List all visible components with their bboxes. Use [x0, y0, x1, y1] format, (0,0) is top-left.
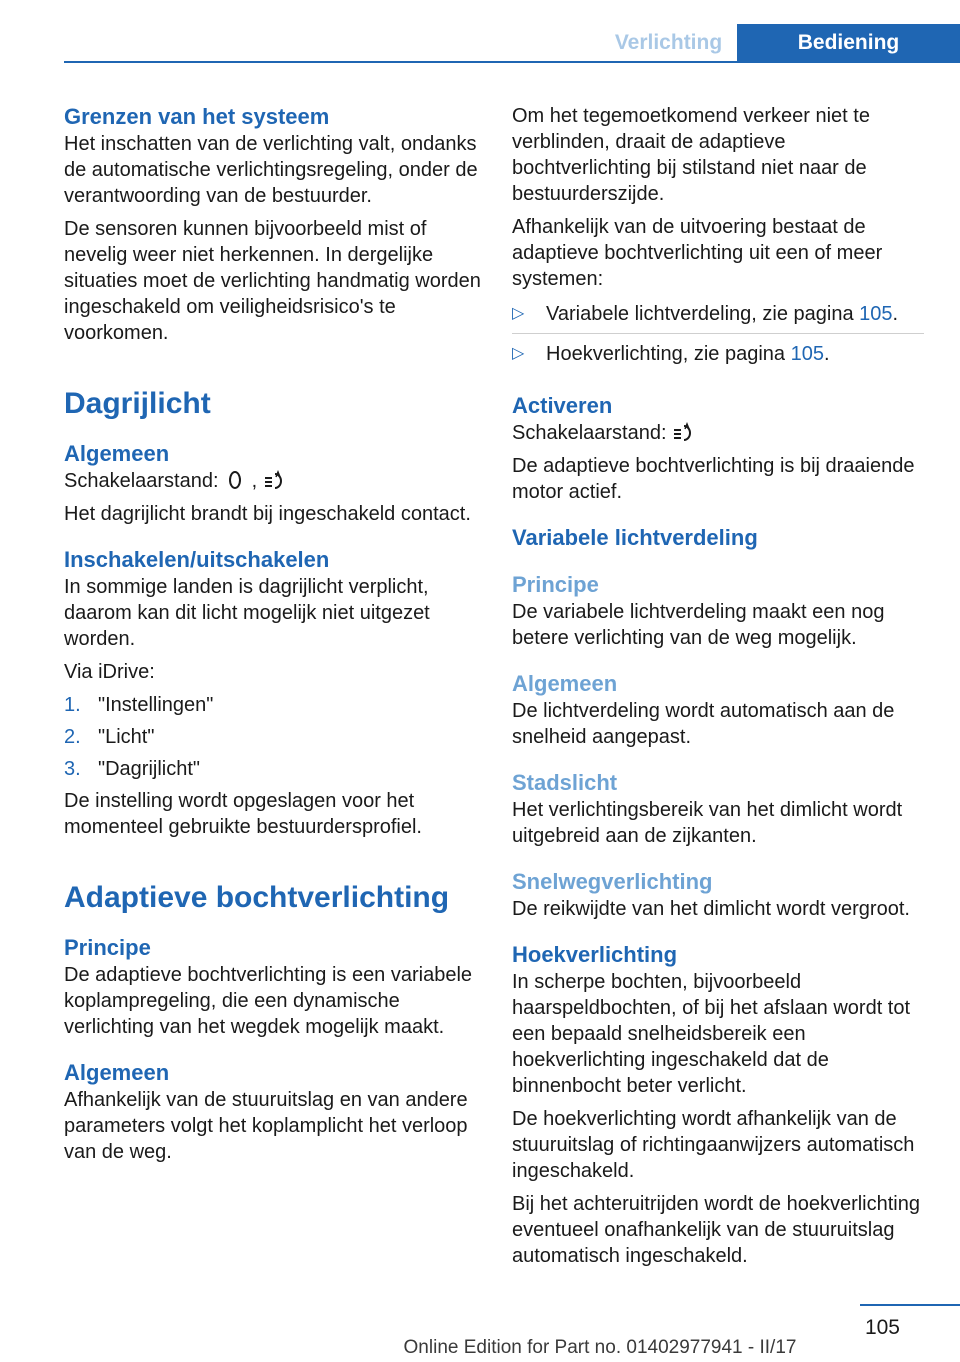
list-item	[64, 756, 482, 782]
idrive-steps	[64, 692, 482, 782]
step-text: "Instellingen"	[98, 694, 214, 716]
paragraph: De variabele lichtverdeling maakt een nog betere verlichting van de weg mogelijk.	[512, 601, 885, 649]
list-item	[64, 692, 482, 718]
paragraph: De sensoren kunnen bijvoorbeeld mist of nevelig weer niet herkennen. In dergelijke situaties moet de verlichting handmatig worden ingeschakeld om veiligheidsrisico's te voorkomen.	[64, 218, 481, 344]
paragraph: De adaptieve bochtverlichting is een variabele koplampregeling, die een dynamische verlichting van het wegdek mogelijk maakt.	[64, 964, 473, 1038]
step-text: "Dagrijlicht"	[98, 758, 201, 780]
footer-divider	[860, 1304, 960, 1306]
paragraph: De adaptieve bochtverlichting is bij draaiende motor actief.	[512, 455, 915, 503]
section-title-algemeen: Algemeen	[64, 441, 170, 466]
step-number: 3.	[64, 758, 81, 780]
list-item	[64, 724, 482, 750]
subsection-title-snelweg: Snelwegverlichting	[512, 869, 713, 894]
left-column	[64, 103, 482, 1172]
system-list	[512, 299, 924, 373]
triangle-bullet-icon: ▷	[512, 345, 525, 362]
switch-label: Schakelaarstand:	[64, 470, 219, 492]
bullet-text: Hoekverlichting, zie pagina 105.	[546, 343, 830, 365]
paragraph: Het dagrijlicht brandt bij ingeschakeld contact.	[64, 503, 471, 525]
step-number: 2.	[64, 726, 81, 748]
paragraph: Het verlichtingsbereik van het dimlicht wordt uitgebreid aan de zijkanten.	[512, 799, 903, 847]
paragraph: Het inschatten van de verlichting valt, ondanks de automatische verlichtingsregeling, onder de verantwoording van de bestuurder.	[64, 133, 478, 207]
section-title-principe: Principe	[64, 935, 151, 960]
switch-position-line	[512, 420, 924, 446]
paragraph: In sommige landen is dagrijlicht verplicht, daarom kan dit licht mogelijk niet uitgezet worden.	[64, 576, 430, 650]
auto-light-icon	[263, 469, 285, 491]
section-title-activeren: Activeren	[512, 393, 613, 418]
header-tab-bediening[interactable]: Bediening	[737, 24, 960, 62]
paragraph: Via iDrive:	[64, 661, 155, 683]
switch-zero-icon	[224, 469, 246, 491]
page-link[interactable]: 105	[790, 343, 824, 365]
paragraph: Bij het achteruitrijden wordt de hoekverlichting eventueel onafhankelijk van de stuuruitslag automatisch ingeschakeld.	[512, 1193, 920, 1267]
switch-position-line	[64, 468, 482, 494]
subsection-title-algemeen: Algemeen	[512, 671, 618, 696]
page-number: 105	[864, 1316, 900, 1339]
step-number: 1.	[64, 694, 81, 716]
auto-light-icon	[672, 421, 694, 443]
section-title-inschakelen: Inschakelen/uitschakelen	[64, 547, 330, 572]
paragraph: Om het tegemoetkomend verkeer niet te verblinden, draait de adaptieve bochtverlichting bij stilstand niet naar de bestuurderszijde.	[512, 105, 870, 205]
header-divider	[64, 61, 960, 63]
paragraph: De hoekverlichting wordt afhankelijk van de stuuruitslag of richtingaanwijzers automatisch ingeschakeld.	[512, 1108, 915, 1182]
chapter-title-adaptieve: Adaptieve bochtverlichting	[64, 881, 450, 914]
footer-edition: Online Edition for Part no. 01402977941 - II/17	[403, 1337, 797, 1358]
section-title-algemeen: Algemeen	[64, 1060, 170, 1085]
paragraph: Afhankelijk van de stuuruitslag en van andere parameters volgt het koplamplicht het verloop van de weg.	[64, 1089, 468, 1163]
header-tab-verlichting[interactable]: Verlichting	[614, 31, 723, 54]
page-link[interactable]: 105	[859, 303, 893, 325]
switch-separator: ,	[251, 470, 258, 492]
subsection-title-stadslicht: Stadslicht	[512, 770, 618, 795]
bullet-text: Variabele lichtverdeling, zie pagina 105.	[546, 303, 899, 325]
paragraph: De instelling wordt opgeslagen voor het momenteel gebruikte bestuurdersprofiel.	[64, 790, 422, 838]
triangle-bullet-icon: ▷	[512, 305, 525, 322]
section-title-hoekverlichting: Hoekverlichting	[512, 942, 678, 967]
list-item	[512, 299, 924, 334]
switch-label: Schakelaarstand:	[512, 422, 667, 444]
paragraph: De lichtverdeling wordt automatisch aan de snelheid aangepast.	[512, 700, 895, 748]
section-title-variabele: Variabele lichtverdeling	[512, 525, 758, 550]
paragraph: Afhankelijk van de uitvoering bestaat de adaptieve bochtverlichting uit een of meer systemen:	[512, 216, 883, 290]
step-text: "Licht"	[98, 726, 155, 748]
paragraph: De reikwijdte van het dimlicht wordt vergroot.	[512, 898, 910, 920]
right-column	[512, 103, 924, 1276]
section-title-grenzen: Grenzen van het systeem	[64, 104, 330, 129]
list-item	[512, 339, 924, 373]
chapter-title-dagrijlicht: Dagrijlicht	[64, 387, 211, 420]
paragraph: In scherpe bochten, bijvoorbeeld haarspeldbochten, of bij het afslaan wordt tot een bepaald snelheidsbereik een hoekverlichting ingeschakeld dat de binnenbocht beter verlicht.	[512, 971, 911, 1097]
subsection-title-principe: Principe	[512, 572, 599, 597]
